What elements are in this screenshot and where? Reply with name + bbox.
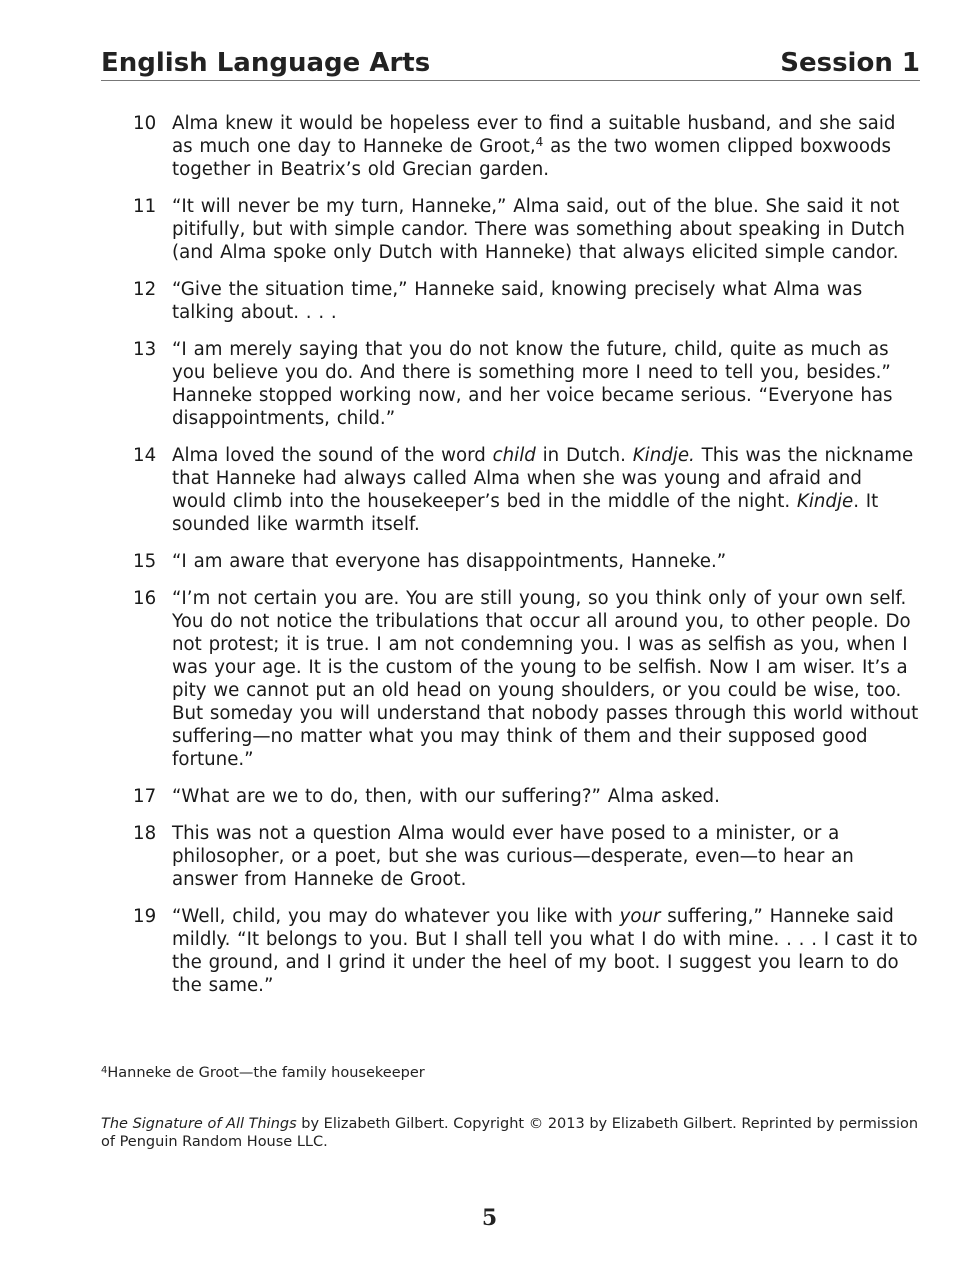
paragraph-13	[133, 338, 923, 430]
paragraph-number: 14	[133, 445, 157, 466]
passage	[133, 112, 923, 1011]
paragraph-16	[133, 587, 923, 771]
text-segment: Alma knew it would be hopeless ever to find a suitable husband, and she said as much one day to Hanneke de Groot,	[172, 113, 896, 157]
paragraph-text	[172, 195, 920, 264]
footnote-text: Hanneke de Groot—the family housekeeper	[107, 1065, 425, 1081]
session-label: Session 1	[780, 48, 920, 78]
paragraph-number: 12	[133, 279, 157, 300]
paragraph-15	[133, 550, 923, 573]
paragraph-number: 18	[133, 823, 157, 844]
paragraph-number: 10	[133, 113, 157, 134]
text-segment: suffering,” Hanneke said mildly. “It belongs to you. But I shall tell you what I do with mine. . . . I cast it to the ground, and I grind it under the heel of my boot. I suggest you learn to do the same.”	[172, 906, 918, 996]
paragraph-number: 15	[133, 551, 157, 572]
paragraph-number: 16	[133, 588, 157, 609]
text-segment: “Give the situation time,” Hanneke said, knowing precisely what Alma was talking about. . . .	[172, 279, 863, 323]
text-segment: “What are we to do, then, with our suffering?” Alma asked.	[172, 786, 720, 807]
footnote-reference: 4	[535, 135, 544, 149]
text-segment: “Well, child, you may do whatever you like with	[172, 906, 620, 927]
paragraph-10	[133, 112, 923, 181]
text-segment: as the two women clipped boxwoods together in Beatrix’s old Grecian garden.	[172, 136, 891, 180]
paragraph-text	[172, 444, 920, 536]
paragraph-number: 17	[133, 786, 157, 807]
italic-text: child	[492, 445, 536, 466]
paragraph-text	[172, 587, 920, 771]
subject-title: English Language Arts	[101, 48, 431, 78]
page-number: 5	[481, 1205, 498, 1231]
paragraph-text	[172, 785, 920, 808]
italic-text: Kindje	[796, 491, 854, 512]
text-segment: This was not a question Alma would ever have posed to a minister, or a philosopher, or a poet, but she was curious—desperate, even—to hear an answer from Hanneke de Groot.	[172, 823, 854, 890]
paragraph-number: 11	[133, 196, 157, 217]
copyright-credit	[101, 1115, 921, 1151]
text-segment: . It sounded like warmth itself.	[172, 491, 879, 535]
paragraph-11	[133, 195, 923, 264]
paragraph-18	[133, 822, 923, 891]
italic-text: Kindje.	[632, 445, 695, 466]
paragraph-12	[133, 278, 923, 324]
text-segment: “I’m not certain you are. You are still young, so you think only of your own self. You do not notice the tribulations that occur all around you, to other people. Do not protest; it is true. I am not condemning you. I was as selfish as you, when I was your age. It is the custom of the young to be selfish. Now I am wiser. It’s a pity we cannot put an old head on young shoulders, or you could be wise, too. But someday you will understand that nobody passes through this world without suffering—no matter what you may think of them and their supposed good fortune.”	[172, 588, 919, 770]
text-segment: “I am merely saying that you do not know the future, child, quite as much as you believe you do. And there is something more I need to tell you, besides.” Hanneke stopped working now, and her voice became serious. “Everyone has disappointments, child.”	[172, 339, 893, 429]
paragraph-14	[133, 444, 923, 536]
paragraph-text	[172, 905, 920, 997]
paragraph-number: 19	[133, 906, 157, 927]
paragraph-text	[172, 822, 920, 891]
paragraph-text	[172, 278, 920, 324]
page-header	[101, 44, 920, 81]
paragraph-text	[172, 338, 920, 430]
italic-text: your	[619, 906, 661, 927]
credit-text: by Elizabeth Gilbert. Copyright © 2013 by Elizabeth Gilbert. Reprinted by permission of Penguin Random House LLC.	[101, 1116, 919, 1150]
text-segment: Alma loved the sound of the word	[172, 445, 493, 466]
text-segment: “I am aware that everyone has disappointments, Hanneke.”	[172, 551, 727, 572]
text-segment: in Dutch.	[535, 445, 633, 466]
footnote-marker: 4	[101, 1065, 108, 1076]
paragraph-17	[133, 785, 923, 808]
book-title: The Signature of All Things	[101, 1116, 297, 1132]
text-segment: This was the nickname that Hanneke had always called Alma when she was young and afraid and would climb into the housekeeper’s bed in the middle of the night.	[172, 445, 914, 512]
paragraph-19	[133, 905, 923, 997]
paragraph-text	[172, 112, 920, 181]
paragraph-number: 13	[133, 339, 157, 360]
footnote	[101, 1065, 425, 1081]
paragraph-text	[172, 550, 920, 573]
text-segment: “It will never be my turn, Hanneke,” Alma said, out of the blue. She said it not pitifully, but with simple candor. There was something about speaking in Dutch (and Alma spoke only Dutch with Hanneke) that always elicited simple candor.	[172, 196, 905, 263]
